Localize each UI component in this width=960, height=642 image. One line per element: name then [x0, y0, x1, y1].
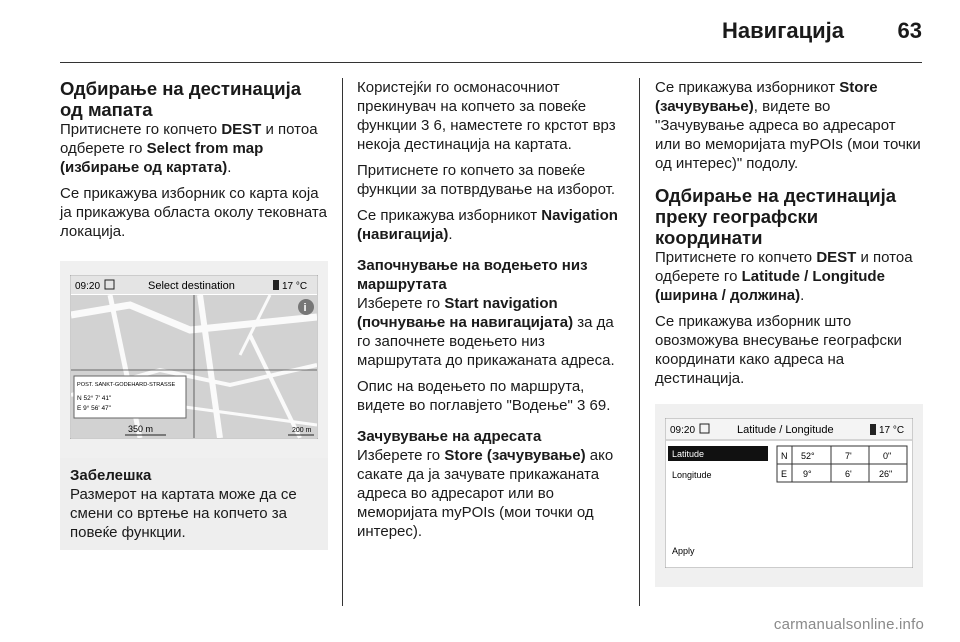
page-header — [60, 0, 922, 63]
paragraph: Опис на водењето по маршрута, видете во поглавјето "Водење" 3 69. — [357, 378, 611, 414]
running-title: Навигација — [722, 18, 844, 43]
map-screenshot — [60, 261, 328, 458]
latitude-text: N 52° 7' 41" — [77, 395, 112, 402]
paragraph: Изберете го Start navigation (почнување на навигацијата) за да го започнете водењето низ маршрутата до прикажаната адреса. — [357, 295, 615, 369]
menu-item-latitude: Latitude — [672, 449, 705, 459]
watermark: carmanualsonline.info — [773, 616, 924, 633]
coord-deg: 52° — [801, 451, 815, 461]
coordinates-screenshot — [655, 404, 923, 587]
subheading-store-address: Зачувување на адресата — [357, 428, 542, 445]
screen-title: Select destination — [148, 280, 235, 292]
column-divider — [639, 78, 640, 606]
page-reference: 3 69 — [576, 397, 607, 414]
coord-min: 7' — [845, 451, 852, 461]
note-box — [60, 458, 328, 550]
paragraph: Се прикажува изборникот Store (зачувување), видете во "Зачувување адреса во адресарот или во меморијата myPOIs (мои точки од интерес)" подолу. — [655, 79, 921, 172]
temperature-text: 17 °C — [879, 425, 905, 436]
section-heading-coordinates: Одбирање на дестинација преку географски координати — [655, 185, 897, 248]
column-2 — [357, 78, 625, 548]
page-number: 63 — [897, 18, 922, 43]
select-destination-screen — [70, 275, 318, 439]
scale-label: 200 m — [292, 427, 312, 434]
clock-text: 09:20 — [75, 281, 101, 292]
paragraph: Притиснете го копчето DEST и потоа одберете го Select from map (избирање од картата). — [60, 121, 318, 176]
latitude-longitude-screen — [665, 418, 913, 568]
paragraph: Изберете го Store (зачувување) ако сакате да ја зачувате прикажаната адреса во адресарот или во меморијата myPOIs (мои точки од интерес). — [357, 447, 614, 540]
column-divider — [342, 78, 343, 606]
menu-item-longitude: Longitude — [672, 470, 712, 480]
address-text: POST. SANKT-GODEHARD-STRASSE — [77, 382, 176, 388]
coord-sec: 0" — [883, 451, 892, 461]
section-heading-map: Одбирање на дестинација од мапата — [60, 78, 302, 120]
paragraph: Притиснете го копчето за повеќе функции за потврдување на изборот. — [357, 162, 616, 198]
thermometer-icon — [273, 280, 279, 290]
column-3 — [655, 78, 923, 595]
coord-dir: E — [781, 469, 788, 479]
thermometer-icon — [870, 424, 876, 435]
coord-min: 6' — [845, 469, 852, 479]
coord-dir: N — [781, 451, 788, 461]
paragraph: Се прикажува изборник со карта која ја прикажува областа околу тековната локација. — [60, 185, 327, 240]
scale-label: 350 m — [128, 424, 154, 434]
clock-text: 09:20 — [670, 425, 696, 436]
paragraph: Користејќи го осмонасочниот прекинувач на копчето за повеќе функции 3 6, наместете го крстот врз некоја дестинација на картата. — [357, 79, 616, 153]
note-title: Забелешка — [70, 467, 152, 484]
paragraph: Се прикажува изборникот Navigation (навигација). — [357, 207, 618, 243]
paragraph: Притиснете го копчето DEST и потоа одберете го Latitude / Longitude (ширина / должина). — [655, 249, 913, 304]
column-1 — [60, 78, 328, 550]
menu-item-apply: Apply — [672, 546, 695, 556]
screen-title: Latitude / Longitude — [737, 424, 834, 436]
longitude-text: E 9° 56' 47" — [77, 405, 111, 412]
page-reference: 3 6 — [421, 117, 442, 134]
coord-deg: 9° — [803, 469, 812, 479]
note-text: Размерот на картата може да се смени со вртење на копчето за повеќе функции. — [70, 486, 297, 541]
coord-sec: 26" — [879, 469, 893, 479]
temperature-text: 17 °C — [282, 281, 308, 292]
svg-text:i: i — [303, 302, 307, 314]
paragraph: Се прикажува изборник што овозможува внесување географски координати како адреса на дестинација. — [655, 313, 902, 387]
subheading-start-navigation: Започнување на водењето низ маршрутата — [357, 257, 588, 293]
